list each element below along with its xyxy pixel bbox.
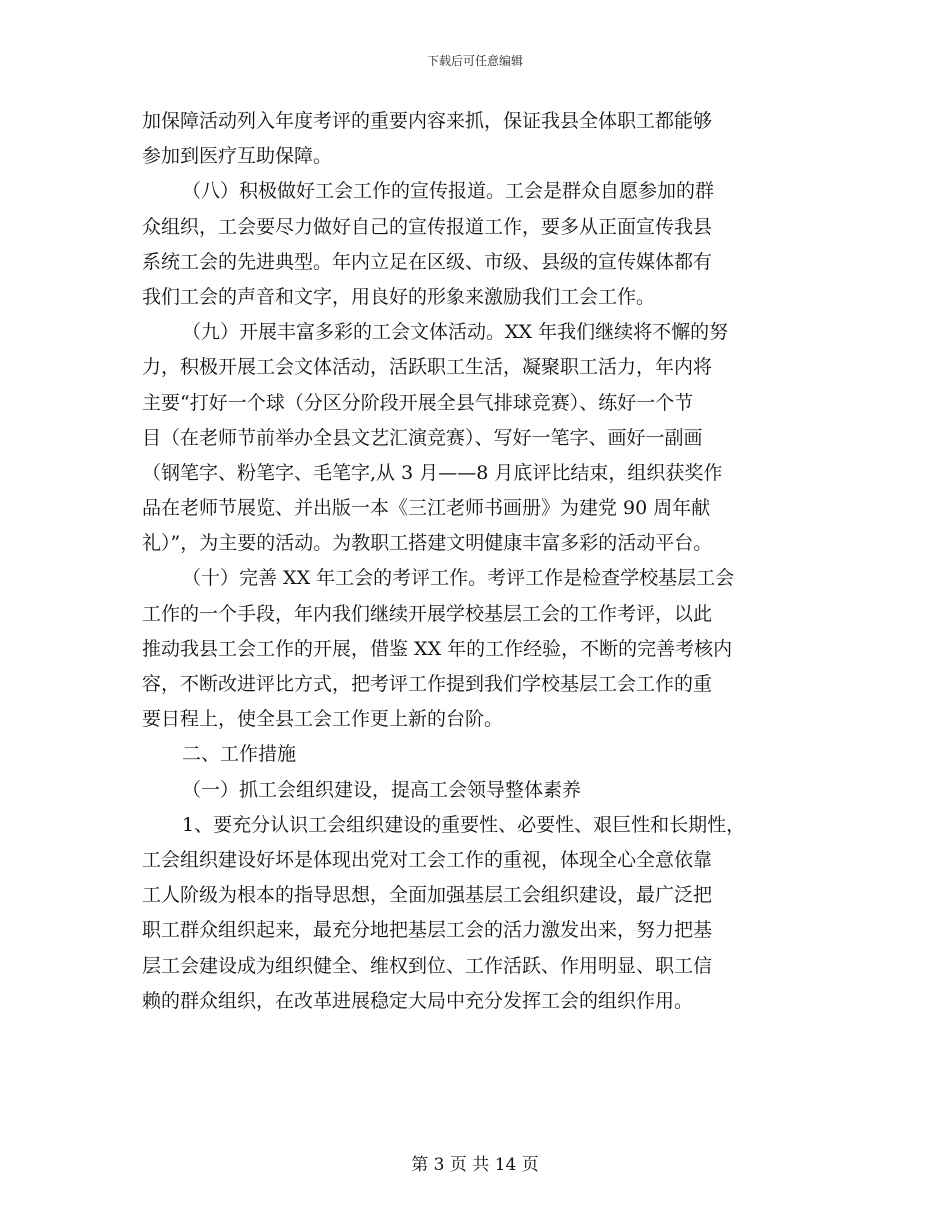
text-line: 赖的群众组织，在改革进展稳定大局中充分发挥工会的组织作用。: [142, 989, 694, 1012]
text-line: 要日程上，使全县工会工作更上新的台阶。: [142, 708, 504, 731]
text-line: 容，不断改进评比方式，把考评工作提到我们学校基层工会工作的重: [142, 673, 713, 695]
text-line: （八）积极做好工会工作的宣传报道。工会是群众自愿参加的群: [182, 180, 715, 203]
page-header: 下载后可任意编辑: [426, 54, 523, 68]
text-line: （十）完善 XX 年工会的考评工作。考评工作是检查学校基层工会: [182, 567, 735, 590]
text-line: 1、要充分认识工会组织建设的重要性、必要性、艰巨性和长期性，: [182, 813, 746, 836]
text-line: 工作的一个手段，年内我们继续开展学校基层工会的工作考评，以此: [142, 602, 713, 625]
text-line: 系统工会的先进典型。年内立足在区级、市级、县级的宣传媒体都有: [142, 250, 713, 273]
text-line: 加保障活动列入年度考评的重要内容来抓，保证我县全体职工都能够: [142, 110, 713, 132]
text-line: 参加到医疗互助保障。: [142, 145, 333, 168]
text-line: 职工群众组织起来，最充分地把基层工会的活力激发出来，努力把基: [142, 919, 713, 942]
text-line: 礼）”，为主要的活动。为教职工搭建文明健康丰富多彩的活动平台。: [142, 532, 713, 555]
document-body: [142, 104, 826, 1019]
text-line: 二、工作措施: [182, 743, 297, 766]
page-footer: 第 3 页 共 14 页: [411, 1155, 539, 1175]
text-line: 层工会建设成为组织健全、维权到位、工作活跃、作用明显、职工信: [142, 954, 713, 977]
text-line: 众组织，工会要尽力做好自己的宣传报道工作，要多从正面宣传我县: [142, 215, 713, 238]
text-line: 主要“打好一个球（分区分阶段开展全县气排球竞赛）、练好一个节: [142, 391, 694, 414]
text-line: 目（在老师节前举办全县文艺汇演竞赛）、写好一笔字、画好一副画: [142, 426, 703, 449]
text-line: 推动我县工会工作的开展，借鉴 XX 年的工作经验，不断的完善考核内: [142, 637, 733, 660]
text-line: 我们工会的声音和文字，用良好的形象来激励我们工会工作。: [142, 285, 656, 308]
text-line: （一）抓工会组织建设，提高工会领导整体素养: [182, 778, 582, 801]
text-line: （九）开展丰富多彩的工会文体活动。XX 年我们继续将不懈的努: [182, 321, 729, 344]
text-line: 力，积极开展工会文体活动，活跃职工生活，凝聚职工活力，年内将: [142, 356, 713, 379]
text-line: 工会组织建设好坏是体现出党对工会工作的重视，体现全心全意依靠: [142, 848, 713, 871]
text-line: 品在老师节展览、并出版一本《三江老师书画册》为建党 90 周年献: [142, 497, 711, 520]
text-line: 工人阶级为根本的指导思想，全面加强基层工会组织建设，最广泛把: [142, 884, 713, 907]
text-line: （钢笔字、粉笔字、毛笔字,从 3 月——8 月底评比结束，组织获奖作: [142, 461, 723, 484]
